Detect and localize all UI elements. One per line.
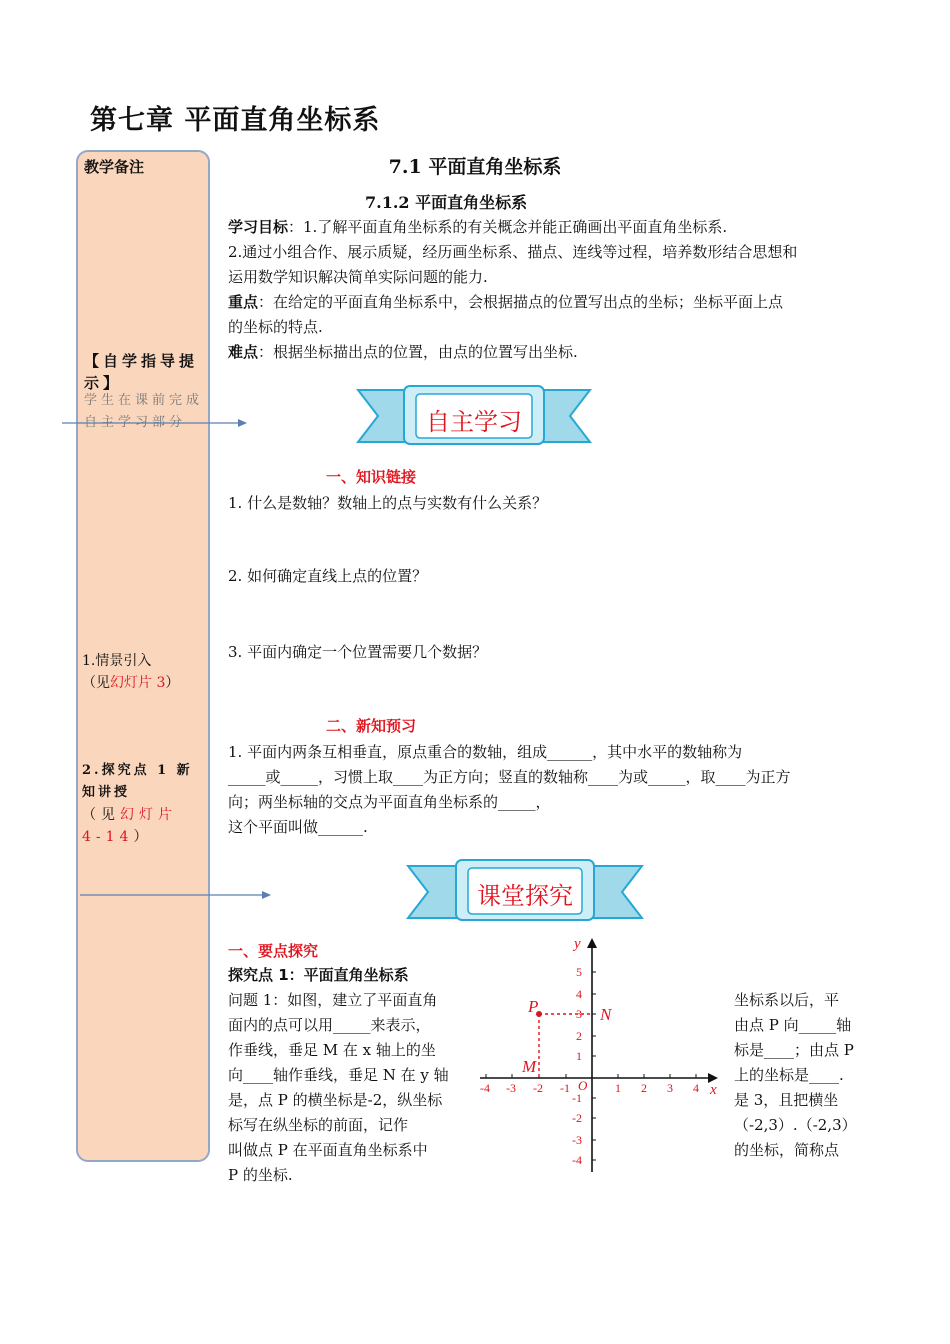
left-line: 标写在纵坐标的前面，记作 [228,1116,409,1134]
question-2: 2. 如何确定直线上点的位置？ [228,567,428,585]
banner-class-explore-label: 课堂探究 [477,882,573,910]
y-tick: 5 [576,965,582,979]
explore-left-text [228,988,449,1188]
x-tick: 1 [615,1081,621,1095]
right-line: 由点 P 向_____轴 [734,1016,852,1034]
y-tick: -1 [572,1091,582,1105]
y-tick: -2 [572,1111,582,1125]
explore-heading: 一、要点探究 [228,942,319,960]
chapter-title: 第七章 平面直角坐标系 [90,105,381,136]
question-3: 3. 平面内确定一个位置需要几个数据？ [228,643,488,661]
objectives-line2: 2.通过小组合作、展示质疑，经历画坐标系、描点、连线等过程，培养数形结合思想和 [228,243,798,261]
arrow-2-icon [78,888,274,902]
left-line: 作垂线，垂足 M 在 x 轴上的坐 [228,1041,436,1059]
left-line: 叫做点 P 在平面直角坐标系中 [228,1141,428,1159]
objectives-label: 学习目标 [228,218,289,236]
difficulty-text: ：根据坐标描出点的位置，由点的位置写出坐标. [258,343,578,361]
guide-heading: 【自学指导提示】 [84,352,199,392]
difficulty-line [228,340,578,364]
explore-right-text [734,988,857,1163]
objectives-line1 [228,215,727,239]
y-tick: 3 [576,1007,582,1021]
x-tick: -3 [506,1081,516,1095]
slide-link-3[interactable]: 幻灯片 3 [110,675,166,691]
guide-text: 学生在课前完成自主学习部分 [84,393,204,430]
banner-self-study-label: 自主学习 [426,408,522,436]
item1-ref-open: （见 [82,675,110,691]
x-tick: 4 [693,1081,699,1095]
right-line: 的坐标，简称点 [734,1141,840,1159]
explore-point-title: 探究点 1：平面直角坐标系 [228,966,409,984]
right-line: 标是____；由点 P [734,1041,854,1059]
item1-label: 1.情景引入 [82,653,152,669]
right-line: （-2,3）.（-2,3） [734,1116,857,1134]
x-tick: -2 [533,1081,543,1095]
objectives-line3: 运用数学知识解决简单实际问题的能力. [228,268,488,286]
y-axis-label: y [574,936,581,952]
key-point-line2: 的坐标的特点. [228,318,323,336]
left-line: 面内的点可以用_____来表示， [228,1016,431,1034]
y-tick: -3 [572,1133,582,1147]
y-tick: -4 [572,1153,582,1167]
key-point-text1: ：在给定的平面直角坐标系中，会根据描点的位置写出点的坐标；坐标平面上点 [258,293,784,311]
key-point-label: 重点 [228,293,259,311]
sidebar-title: 教学备注 [84,158,145,176]
preview-line1: 1. 平面内两条互相垂直，原点重合的数轴，组成______，其中水平的数轴称为 [228,743,743,761]
x-tick: -1 [560,1081,570,1095]
difficulty-label: 难点 [228,343,259,361]
item2-ref-open: （见 [82,807,120,823]
x-tick: -4 [480,1081,490,1095]
x-axis-label: x [710,1082,717,1098]
left-line: 问题 1：如图，建立了平面直角 [228,991,438,1009]
x-tick: 2 [641,1081,647,1095]
origin-label: O [578,1078,588,1093]
item1-ref-close: ） [165,675,180,691]
right-line: 上的坐标是____. [734,1066,844,1084]
x-tick: 3 [667,1081,673,1095]
left-line: 是，点 P 的横坐标是-2，纵坐标 [228,1091,443,1109]
item1-ref [82,672,179,694]
y-tick: 1 [576,1049,582,1063]
arrow-1-icon [60,416,250,430]
coordinate-graph [470,932,720,1177]
key-point-line1 [228,290,783,314]
slide-link-4-14[interactable]: 幻灯片 4-14 [82,807,177,845]
subsection-title: 7.1.2 平面直角坐标系 [365,193,528,212]
y-tick: 2 [576,1029,582,1043]
right-line: 坐标系以后，平 [734,991,840,1009]
question-1: 1. 什么是数轴？数轴上的点与实数有什么关系？ [228,494,548,512]
y-tick: 4 [576,987,582,1001]
preview-line3: 向；两坐标轴的交点为平面直角坐标系的_____， [228,793,551,811]
point-m-label: M [522,1057,537,1076]
item2-label: 2.探究点 1 新知讲授 [82,763,193,800]
left-line: 向____轴作垂线，垂足 N 在 y 轴 [228,1066,449,1084]
item2-ref [82,804,206,848]
point-n-label: N [600,1005,612,1024]
preview-line4: 这个平面叫做______. [228,818,368,836]
teaching-notes-sidebar [76,150,210,1162]
item2-ref-close: ） [133,829,153,845]
section-title: 7.1 平面直角坐标系 [388,156,562,178]
knowledge-link-heading: 一、知识链接 [326,468,417,486]
left-line: P 的坐标. [228,1166,293,1184]
right-line: 是 3，且把横坐 [734,1091,839,1109]
objectives-text1: ：1.了解平面直角坐标系的有关概念并能正确画出平面直角坐标系. [288,218,728,236]
y-axis-arrow-icon [587,938,597,948]
preview-heading: 二、新知预习 [326,717,417,735]
point-p-label: P [528,997,539,1016]
preview-line2: _____或_____，习惯上取____为正方向；竖直的数轴称____为或_____，取____为正方 [228,768,791,786]
